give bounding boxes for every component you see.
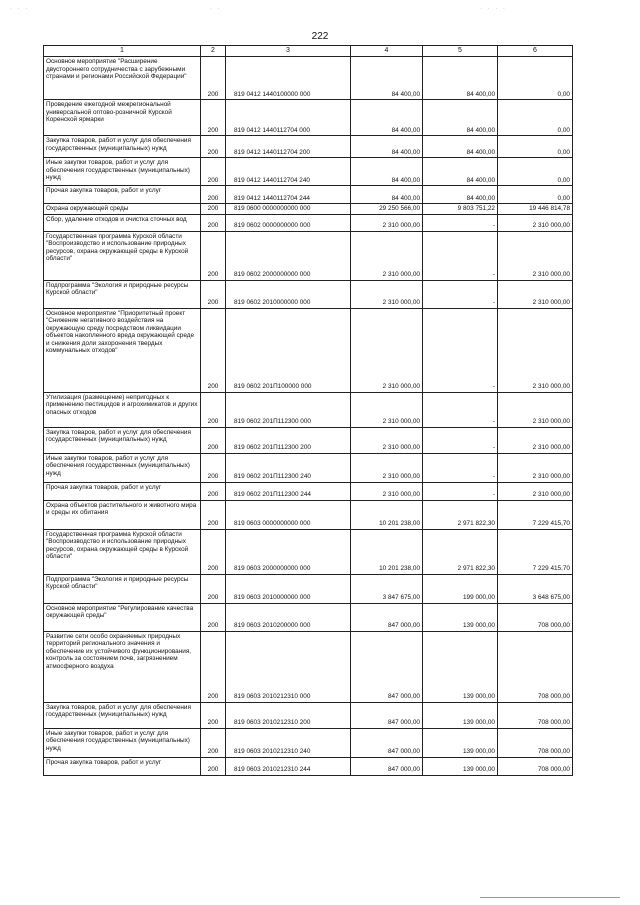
row-col4: 2 310 000,00 xyxy=(351,214,423,231)
row-col4: 29 250 566,00 xyxy=(351,204,423,215)
row-col4: 10 201 238,00 xyxy=(351,500,423,529)
row-code: 200 xyxy=(201,186,226,204)
row-col6: 0,00 xyxy=(498,57,573,100)
row-col5: 84 400,00 xyxy=(423,57,498,100)
row-classification: 819 0603 2010212310 244 xyxy=(226,757,351,775)
table-row xyxy=(44,308,573,392)
row-code: 200 xyxy=(201,482,226,500)
row-col4: 84 400,00 xyxy=(351,100,423,136)
column-header: 5 xyxy=(423,46,498,57)
table-row xyxy=(44,204,573,215)
table-row xyxy=(44,757,573,775)
row-classification: 819 0412 1440112704 000 xyxy=(226,100,351,136)
row-classification: 819 0602 201П112300 200 xyxy=(226,427,351,453)
table-row xyxy=(44,574,573,603)
row-col5: 84 400,00 xyxy=(423,186,498,204)
row-col6: 2 310 000,00 xyxy=(498,427,573,453)
row-name: Закупка товаров, работ и услуг для обеспечения государственных (муниципальных) нужд xyxy=(44,427,201,453)
row-name: Основное мероприятие "Расширение двустороннего сотрудничества с зарубежными странами и регионами Российской Федерации" xyxy=(44,57,201,100)
row-name: Подпрограмма "Экология и природные ресурсы Курской области" xyxy=(44,280,201,308)
row-name: Проведение ежегодной межрегиональной универсальной оптово-розничной Курской Коренской ярмарки xyxy=(44,100,201,136)
row-col5: 139 000,00 xyxy=(423,757,498,775)
table-row xyxy=(44,427,573,453)
row-col6: 2 310 000,00 xyxy=(498,453,573,482)
row-col6: 708 000,00 xyxy=(498,702,573,728)
row-col6: 0,00 xyxy=(498,158,573,186)
table-row xyxy=(44,631,573,702)
row-col5: 2 971 822,30 xyxy=(423,500,498,529)
row-classification: 819 0603 2010212310 240 xyxy=(226,728,351,757)
row-code: 200 xyxy=(201,757,226,775)
row-classification: 819 0603 2010212310 200 xyxy=(226,702,351,728)
table-row xyxy=(44,214,573,231)
row-col5: - xyxy=(423,280,498,308)
row-code: 200 xyxy=(201,308,226,392)
row-code: 200 xyxy=(201,214,226,231)
row-col4: 847 000,00 xyxy=(351,702,423,728)
table-row xyxy=(44,482,573,500)
row-col6: 3 648 675,00 xyxy=(498,574,573,603)
row-col5: - xyxy=(423,427,498,453)
row-code: 200 xyxy=(201,574,226,603)
row-name: Основное мероприятие "Приоритетный проект "Снижение негативного воздействия на окружающую среду посредством ликвидации объектов накопленного вреда окружающей среде и снижения доли захоронения твердых коммунальных отходов" xyxy=(44,308,201,392)
row-code: 200 xyxy=(201,631,226,702)
table-row xyxy=(44,392,573,427)
row-col4: 847 000,00 xyxy=(351,757,423,775)
row-classification: 819 0602 2010000000 000 xyxy=(226,280,351,308)
row-name: Сбор, удаление отходов и очистка сточных вод xyxy=(44,214,201,231)
table-row xyxy=(44,100,573,136)
row-name: Утилизация (размещение) непригодных к применению пестицидов и агрохимикатов и других опасных отходов xyxy=(44,392,201,427)
scan-artifact-line xyxy=(480,897,620,898)
row-col6: 2 310 000,00 xyxy=(498,482,573,500)
row-code: 200 xyxy=(201,136,226,158)
row-col5: 139 000,00 xyxy=(423,702,498,728)
row-col6: 2 310 000,00 xyxy=(498,392,573,427)
column-header: 1 xyxy=(44,46,201,57)
row-col4: 2 310 000,00 xyxy=(351,427,423,453)
row-col5: - xyxy=(423,231,498,280)
row-col4: 10 201 238,00 xyxy=(351,529,423,574)
row-col4: 847 000,00 xyxy=(351,603,423,631)
row-col6: 2 310 000,00 xyxy=(498,214,573,231)
row-code: 200 xyxy=(201,204,226,215)
scan-artifact-dots: · · xyxy=(210,6,222,12)
row-code: 200 xyxy=(201,500,226,529)
row-col5: 9 803 751,22 xyxy=(423,204,498,215)
row-name: Охрана объектов растительного и животного мира и среды их обитания xyxy=(44,500,201,529)
row-col4: 2 310 000,00 xyxy=(351,392,423,427)
table-row xyxy=(44,529,573,574)
row-name: Государственная программа Курской области "Воспроизводство и использование природных ресурсов, охрана окружающей среды в Курской области" xyxy=(44,529,201,574)
row-classification: 819 0412 1440112704 200 xyxy=(226,136,351,158)
row-name: Закупка товаров, работ и услуг для обеспечения государственных (муниципальных) нужд xyxy=(44,702,201,728)
row-classification: 819 0412 1440112704 240 xyxy=(226,158,351,186)
row-classification: 819 0602 0000000000 000 xyxy=(226,214,351,231)
row-name: Развитие сети особо охраняемых природных территорий регионального значения и обеспечение их устойчивого функционирования, контроль за состоянием почв, загрязнением атмосферного воздуха xyxy=(44,631,201,702)
row-code: 200 xyxy=(201,100,226,136)
row-classification: 819 0600 0000000000 000 xyxy=(226,204,351,215)
table-row xyxy=(44,158,573,186)
row-code: 200 xyxy=(201,158,226,186)
row-col6: 7 229 415,70 xyxy=(498,500,573,529)
row-col5: - xyxy=(423,482,498,500)
row-name: Прочая закупка товаров, работ и услуг xyxy=(44,186,201,204)
row-classification: 819 0602 201П100000 000 xyxy=(226,308,351,392)
row-name: Иные закупки товаров, работ и услуг для обеспечения государственных (муниципальных) нужд xyxy=(44,453,201,482)
row-col5: - xyxy=(423,392,498,427)
row-col5: - xyxy=(423,308,498,392)
row-name: Прочая закупка товаров, работ и услуг xyxy=(44,482,201,500)
row-col4: 3 847 675,00 xyxy=(351,574,423,603)
row-classification: 819 0602 2000000000 000 xyxy=(226,231,351,280)
table-header-row xyxy=(44,46,573,57)
table-row xyxy=(44,453,573,482)
row-classification: 819 0603 2010000000 000 xyxy=(226,574,351,603)
table-row xyxy=(44,136,573,158)
row-col4: 2 310 000,00 xyxy=(351,453,423,482)
table-row xyxy=(44,280,573,308)
row-name: Подпрограмма "Экология и природные ресурсы Курской области" xyxy=(44,574,201,603)
row-name: Закупка товаров, работ и услуг для обеспечения государственных (муниципальных) нужд xyxy=(44,136,201,158)
table-row xyxy=(44,728,573,757)
table-row xyxy=(44,500,573,529)
row-col6: 2 310 000,00 xyxy=(498,280,573,308)
row-name: Иные закупки товаров, работ и услуг для обеспечения государственных (муниципальных) нужд xyxy=(44,158,201,186)
page-number: 222 xyxy=(311,31,329,42)
column-header: 6 xyxy=(498,46,573,57)
column-header: 3 xyxy=(226,46,351,57)
row-col6: 0,00 xyxy=(498,100,573,136)
row-name: Охрана окружающей среды xyxy=(44,204,201,215)
row-col4: 84 400,00 xyxy=(351,186,423,204)
row-code: 200 xyxy=(201,529,226,574)
row-col6: 708 000,00 xyxy=(498,603,573,631)
row-col4: 84 400,00 xyxy=(351,158,423,186)
row-col5: 84 400,00 xyxy=(423,158,498,186)
column-header: 2 xyxy=(201,46,226,57)
column-header: 4 xyxy=(351,46,423,57)
row-col6: 0,00 xyxy=(498,136,573,158)
row-classification: 819 0603 2000000000 000 xyxy=(226,529,351,574)
row-name: Государственная программа Курской области "Воспроизводство и использование природных ресурсов, охрана окружающей среды в Курской области" xyxy=(44,231,201,280)
row-code: 200 xyxy=(201,57,226,100)
row-col6: 708 000,00 xyxy=(498,631,573,702)
row-col5: 139 000,00 xyxy=(423,603,498,631)
row-col4: 84 400,00 xyxy=(351,57,423,100)
row-col5: 2 971 822,30 xyxy=(423,529,498,574)
row-col4: 2 310 000,00 xyxy=(351,482,423,500)
row-col5: 199 000,00 xyxy=(423,574,498,603)
row-col4: 84 400,00 xyxy=(351,136,423,158)
row-col6: 7 229 415,70 xyxy=(498,529,573,574)
row-col4: 2 310 000,00 xyxy=(351,308,423,392)
table-row xyxy=(44,702,573,728)
row-col5: - xyxy=(423,214,498,231)
row-col6: 2 310 000,00 xyxy=(498,308,573,392)
scan-artifact-dots: · · · · xyxy=(480,6,507,12)
row-col5: - xyxy=(423,453,498,482)
row-code: 200 xyxy=(201,603,226,631)
table-row xyxy=(44,186,573,204)
row-classification: 819 0412 1440100000 000 xyxy=(226,57,351,100)
row-code: 200 xyxy=(201,392,226,427)
table-row xyxy=(44,603,573,631)
row-col6: 19 446 814,78 xyxy=(498,204,573,215)
row-col5: 84 400,00 xyxy=(423,100,498,136)
row-classification: 819 0603 0000000000 000 xyxy=(226,500,351,529)
table-row xyxy=(44,231,573,280)
row-col4: 2 310 000,00 xyxy=(351,231,423,280)
row-classification: 819 0412 1440112704 244 xyxy=(226,186,351,204)
row-classification: 819 0603 2010200000 000 xyxy=(226,603,351,631)
row-name: Иные закупки товаров, работ и услуг для обеспечения государственных (муниципальных) нужд xyxy=(44,728,201,757)
row-code: 200 xyxy=(201,702,226,728)
row-col5: 84 400,00 xyxy=(423,136,498,158)
row-col5: 139 000,00 xyxy=(423,728,498,757)
row-classification: 819 0602 201П112300 000 xyxy=(226,392,351,427)
row-name: Основное мероприятие "Регулирование качества окружающей среды" xyxy=(44,603,201,631)
budget-table xyxy=(43,45,573,776)
row-col5: 139 000,00 xyxy=(423,631,498,702)
row-col6: 708 000,00 xyxy=(498,728,573,757)
row-name: Прочая закупка товаров, работ и услуг xyxy=(44,757,201,775)
scan-artifact-dots: · · · xyxy=(10,6,30,12)
row-col6: 708 000,00 xyxy=(498,757,573,775)
table-row xyxy=(44,57,573,100)
row-col4: 847 000,00 xyxy=(351,631,423,702)
row-col6: 2 310 000,00 xyxy=(498,231,573,280)
row-classification: 819 0602 201П112300 244 xyxy=(226,482,351,500)
row-code: 200 xyxy=(201,427,226,453)
row-code: 200 xyxy=(201,280,226,308)
row-code: 200 xyxy=(201,728,226,757)
row-col4: 847 000,00 xyxy=(351,728,423,757)
row-classification: 819 0603 2010212310 000 xyxy=(226,631,351,702)
row-code: 200 xyxy=(201,231,226,280)
row-col4: 2 310 000,00 xyxy=(351,280,423,308)
row-code: 200 xyxy=(201,453,226,482)
row-col6: 0,00 xyxy=(498,186,573,204)
row-classification: 819 0602 201П112300 240 xyxy=(226,453,351,482)
